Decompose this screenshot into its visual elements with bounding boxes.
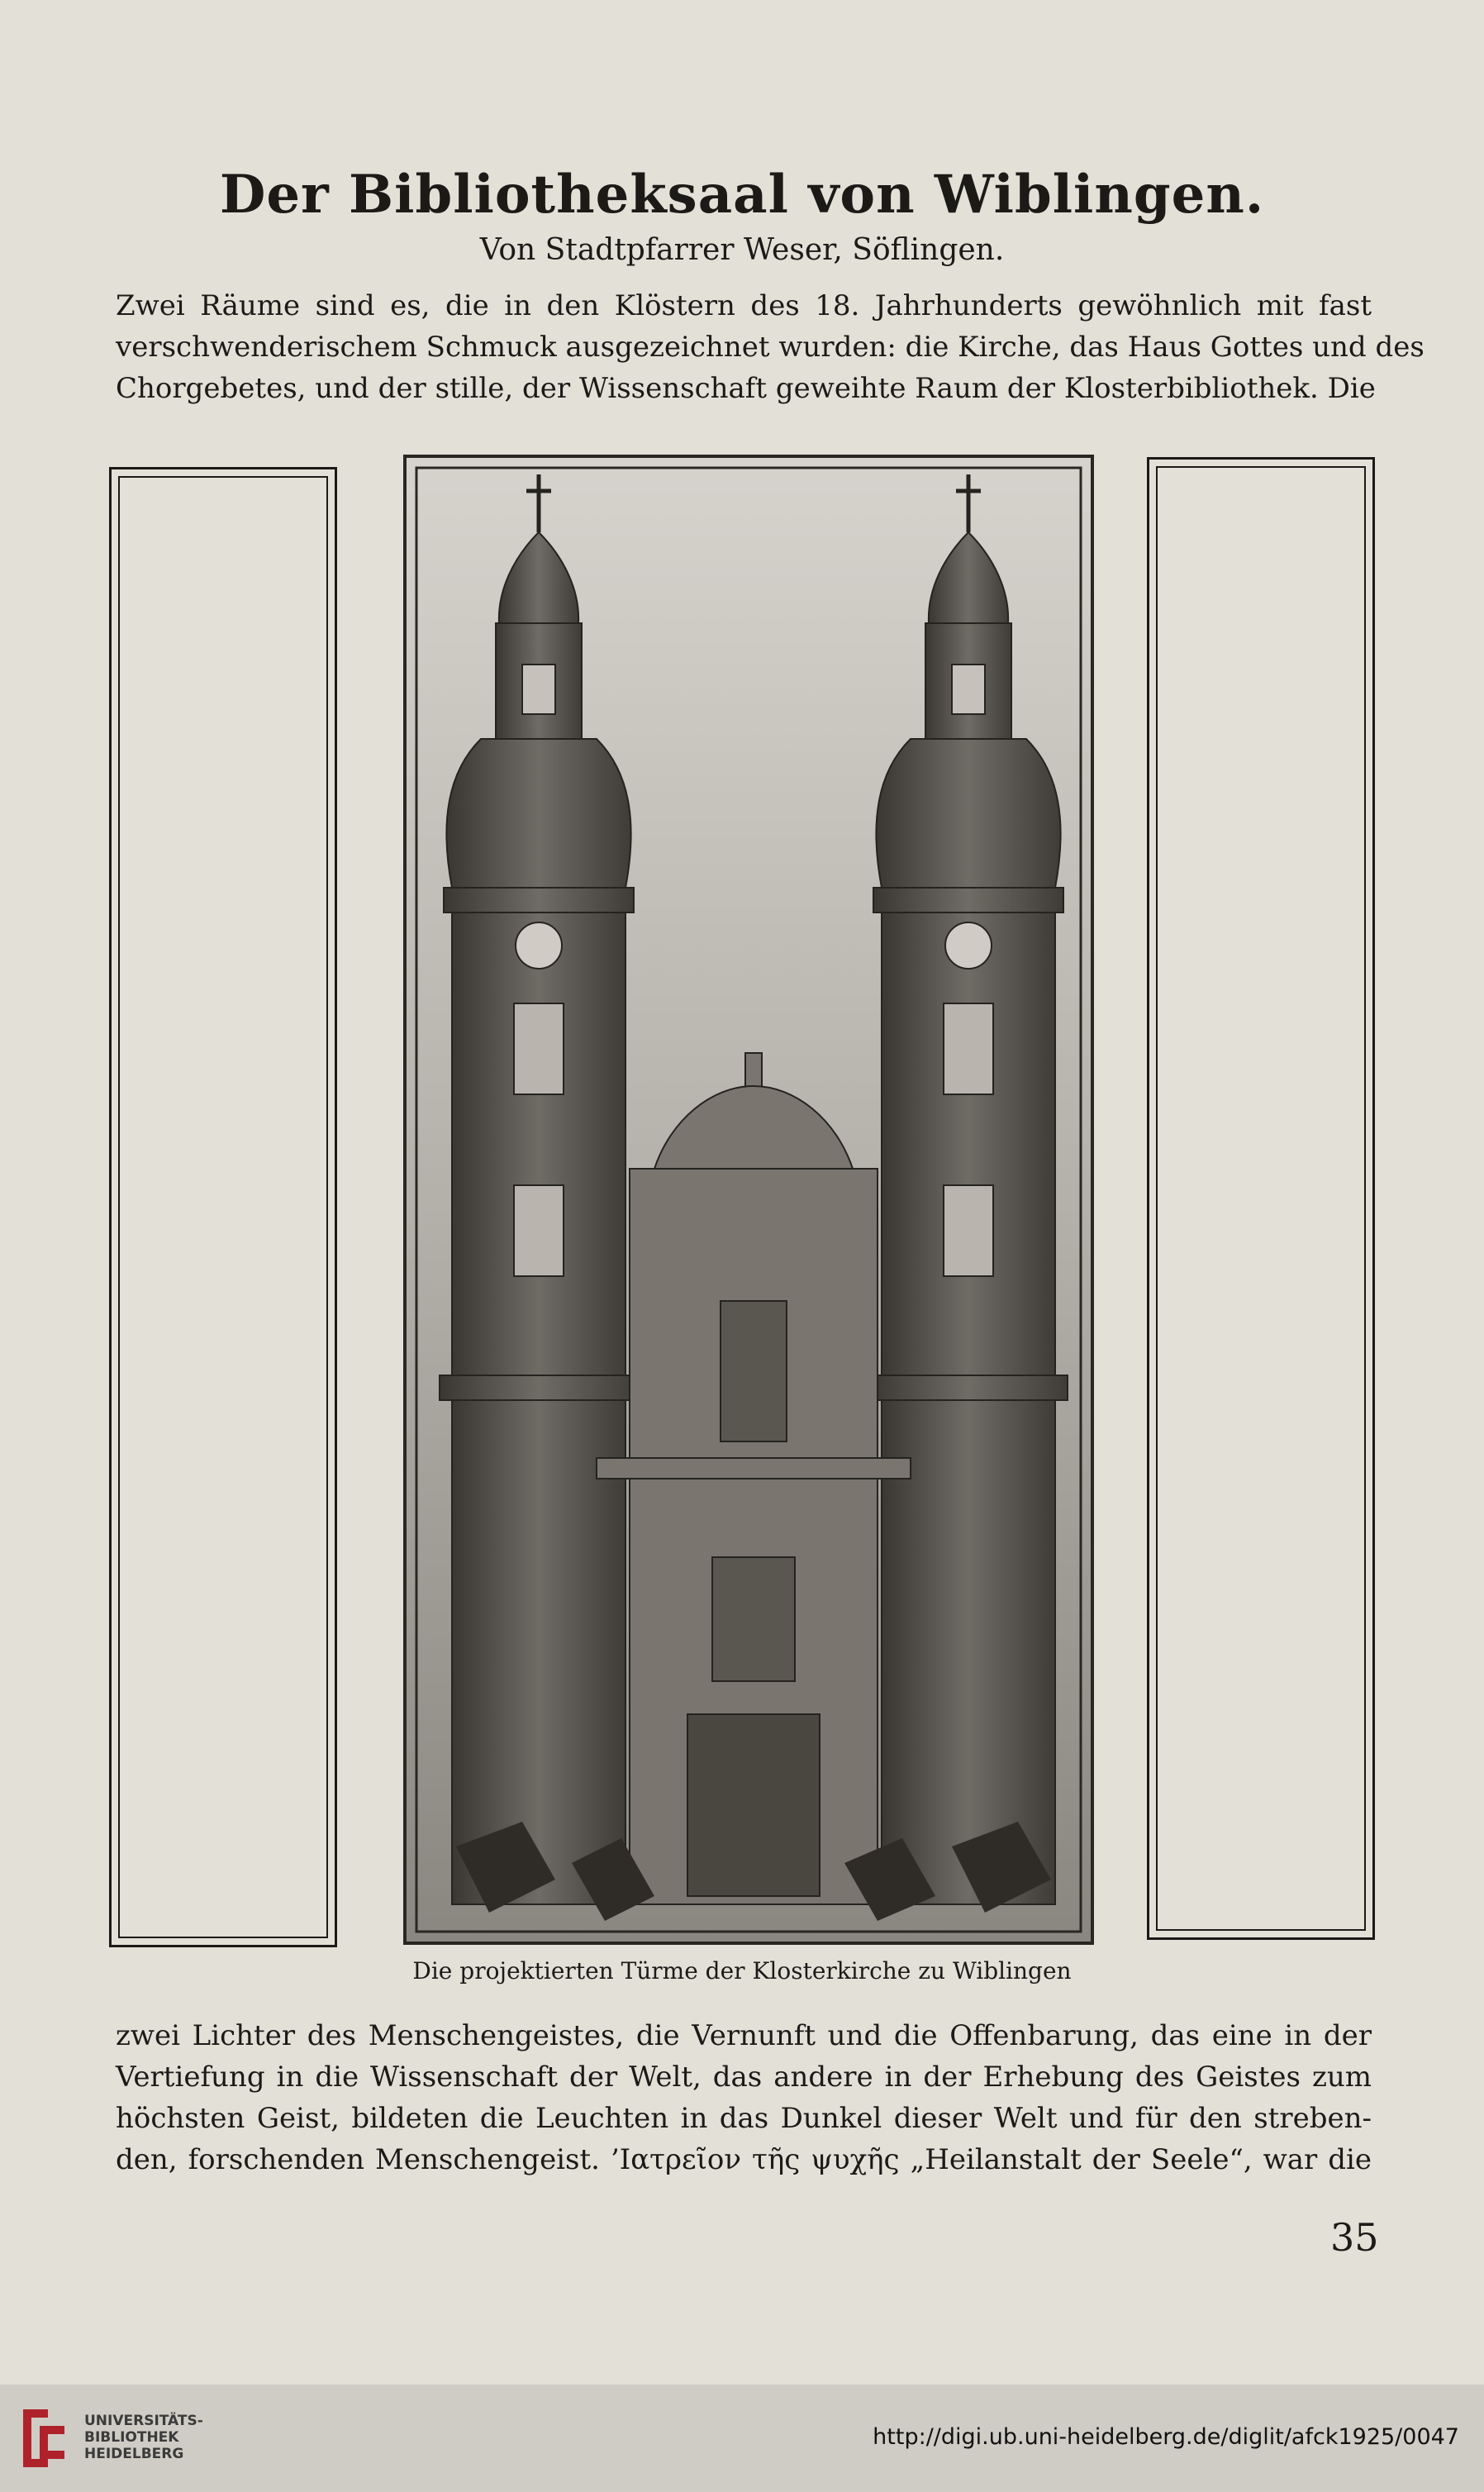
library-footer: [0, 2385, 1484, 2492]
text-line: Zwei Räume sind es, die in den Klöstern des 18. Jahrhunderts gewöhnlich mit fast: [116, 289, 1372, 322]
page-number: 35: [1330, 2215, 1379, 2260]
figure-caption: Die projektierten Türme der Klosterkirche zu Wiblingen: [412, 1957, 1072, 1985]
permalink-url[interactable]: http://digi.ub.uni-heidelberg.de/diglit/afck1925/0047: [873, 2424, 1459, 2450]
library-logo-text: UNIVERSITÄTS- BIBLIOTHEK HEIDELBERG: [84, 2413, 203, 2462]
text-line: höchsten Geist, bildeten die Leuchten in das Dunkel dieser Welt und für den streben-: [116, 2102, 1372, 2135]
text-line: Vertiefung in die Wissenschaft der Welt, das andere in der Erhebung des Geistes zum: [116, 2061, 1372, 2094]
article-byline: Von Stadtpfarrer Weser, Söflingen.: [479, 233, 1005, 267]
article-title: Der Bibliotheksaal von Wiblingen.: [219, 164, 1265, 226]
decorative-frame-left: [109, 467, 337, 1947]
central-facade: [597, 1053, 911, 1904]
decorative-frame-right: [1147, 457, 1375, 1940]
text-line: den, forschenden Menschengeist. ’Ιατρεῖον τῆς ψυχῆς „Heilanstalt der Seele“, war die: [116, 2143, 1372, 2176]
paragraph-intro: [116, 285, 1425, 409]
library-logo-icon: [15, 2401, 73, 2475]
text-line: verschwenderischem Schmuck ausgezeichnet wurden: die Kirche, das Haus Gottes und des: [116, 331, 1425, 364]
church-towers-illustration: [403, 455, 1094, 1945]
text-line: zwei Lichter des Menschengeistes, die Vernunft und die Offenbarung, das eine in der: [116, 2019, 1372, 2052]
paragraph-continuation: [116, 2015, 1372, 2180]
text-line: Chorgebetes, und der stille, der Wissenschaft geweihte Raum der Klosterbibliothek. Die: [116, 372, 1376, 405]
